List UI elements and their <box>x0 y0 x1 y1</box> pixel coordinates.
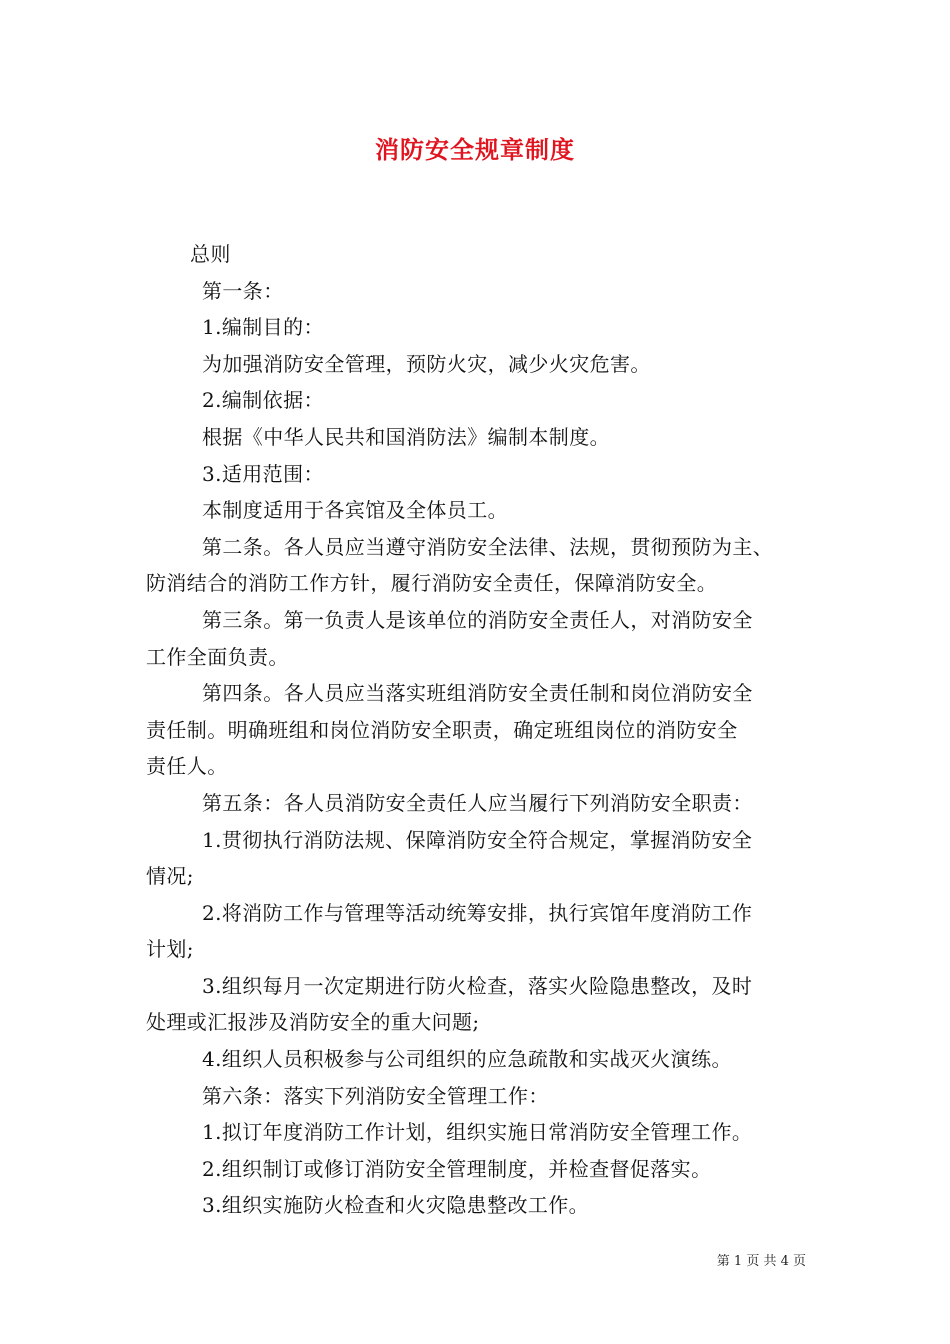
paragraph-line: 防消结合的消防工作方针，履行消防安全责任，保障消防安全。 <box>146 571 718 596</box>
paragraph-line: 根据《中华人民共和国消防法》编制本制度。 <box>202 424 610 449</box>
paragraph-line: 为加强消防安全管理，预防火灾，减少火灾危害。 <box>202 351 651 376</box>
paragraph-line: 计划; <box>146 937 194 962</box>
paragraph-line: 责任人。 <box>146 754 228 779</box>
paragraph-line: 第五条：各人员消防安全责任人应当履行下列消防安全职责： <box>202 790 753 815</box>
paragraph-line: 4.组织人员积极参与公司组织的应急疏散和实战灭火演练。 <box>202 1047 732 1072</box>
paragraph-line: 1.拟订年度消防工作计划，组织实施日常消防安全管理工作。 <box>202 1120 753 1145</box>
paragraph-line: 第四条。各人员应当落实班组消防安全责任制和岗位消防安全 <box>202 681 753 706</box>
paragraph-line: 情况; <box>146 864 194 889</box>
page-footer: 第 1 页 共 4 页 <box>716 1254 806 1269</box>
paragraph-line: 第六条：落实下列消防安全管理工作： <box>202 1083 549 1108</box>
paragraph-line: 1.贯彻执行消防法规、保障消防安全符合规定，掌握消防安全 <box>202 827 753 852</box>
paragraph-line: 3.组织实施防火检查和火灾隐患整改工作。 <box>202 1193 590 1218</box>
paragraph-line: 3.组织每月一次定期进行防火检查，落实火险隐患整改，及时 <box>202 973 753 998</box>
paragraph-line: 2.组织制订或修订消防安全管理制度，并检查督促落实。 <box>202 1156 712 1181</box>
paragraph-line: 2.将消防工作与管理等活动统筹安排，执行宾馆年度消防工作 <box>202 900 753 925</box>
paragraph-line: 2.编制依据： <box>202 388 324 413</box>
paragraph-line: 1.编制目的： <box>202 315 324 340</box>
paragraph-line: 本制度适用于各宾馆及全体员工。 <box>202 498 508 523</box>
paragraph-line: 第二条。各人员应当遵守消防安全法律、法规，贯彻预防为主、 <box>202 534 774 559</box>
paragraph-line: 第一条： <box>202 278 284 303</box>
paragraph-line: 处理或汇报涉及消防安全的重大问题; <box>146 1010 480 1035</box>
paragraph-line: 总则 <box>190 242 231 266</box>
document-title: 消防安全规章制度 <box>375 136 575 164</box>
document-body <box>146 236 810 1224</box>
paragraph-line: 工作全面负责。 <box>146 644 289 669</box>
paragraph-line: 第三条。第一负责人是该单位的消防安全责任人，对消防安全 <box>202 607 753 632</box>
paragraph-line: 3.适用范围： <box>202 461 324 486</box>
paragraph-line: 责任制。明确班组和岗位消防安全职责，确定班组岗位的消防安全 <box>146 717 738 742</box>
